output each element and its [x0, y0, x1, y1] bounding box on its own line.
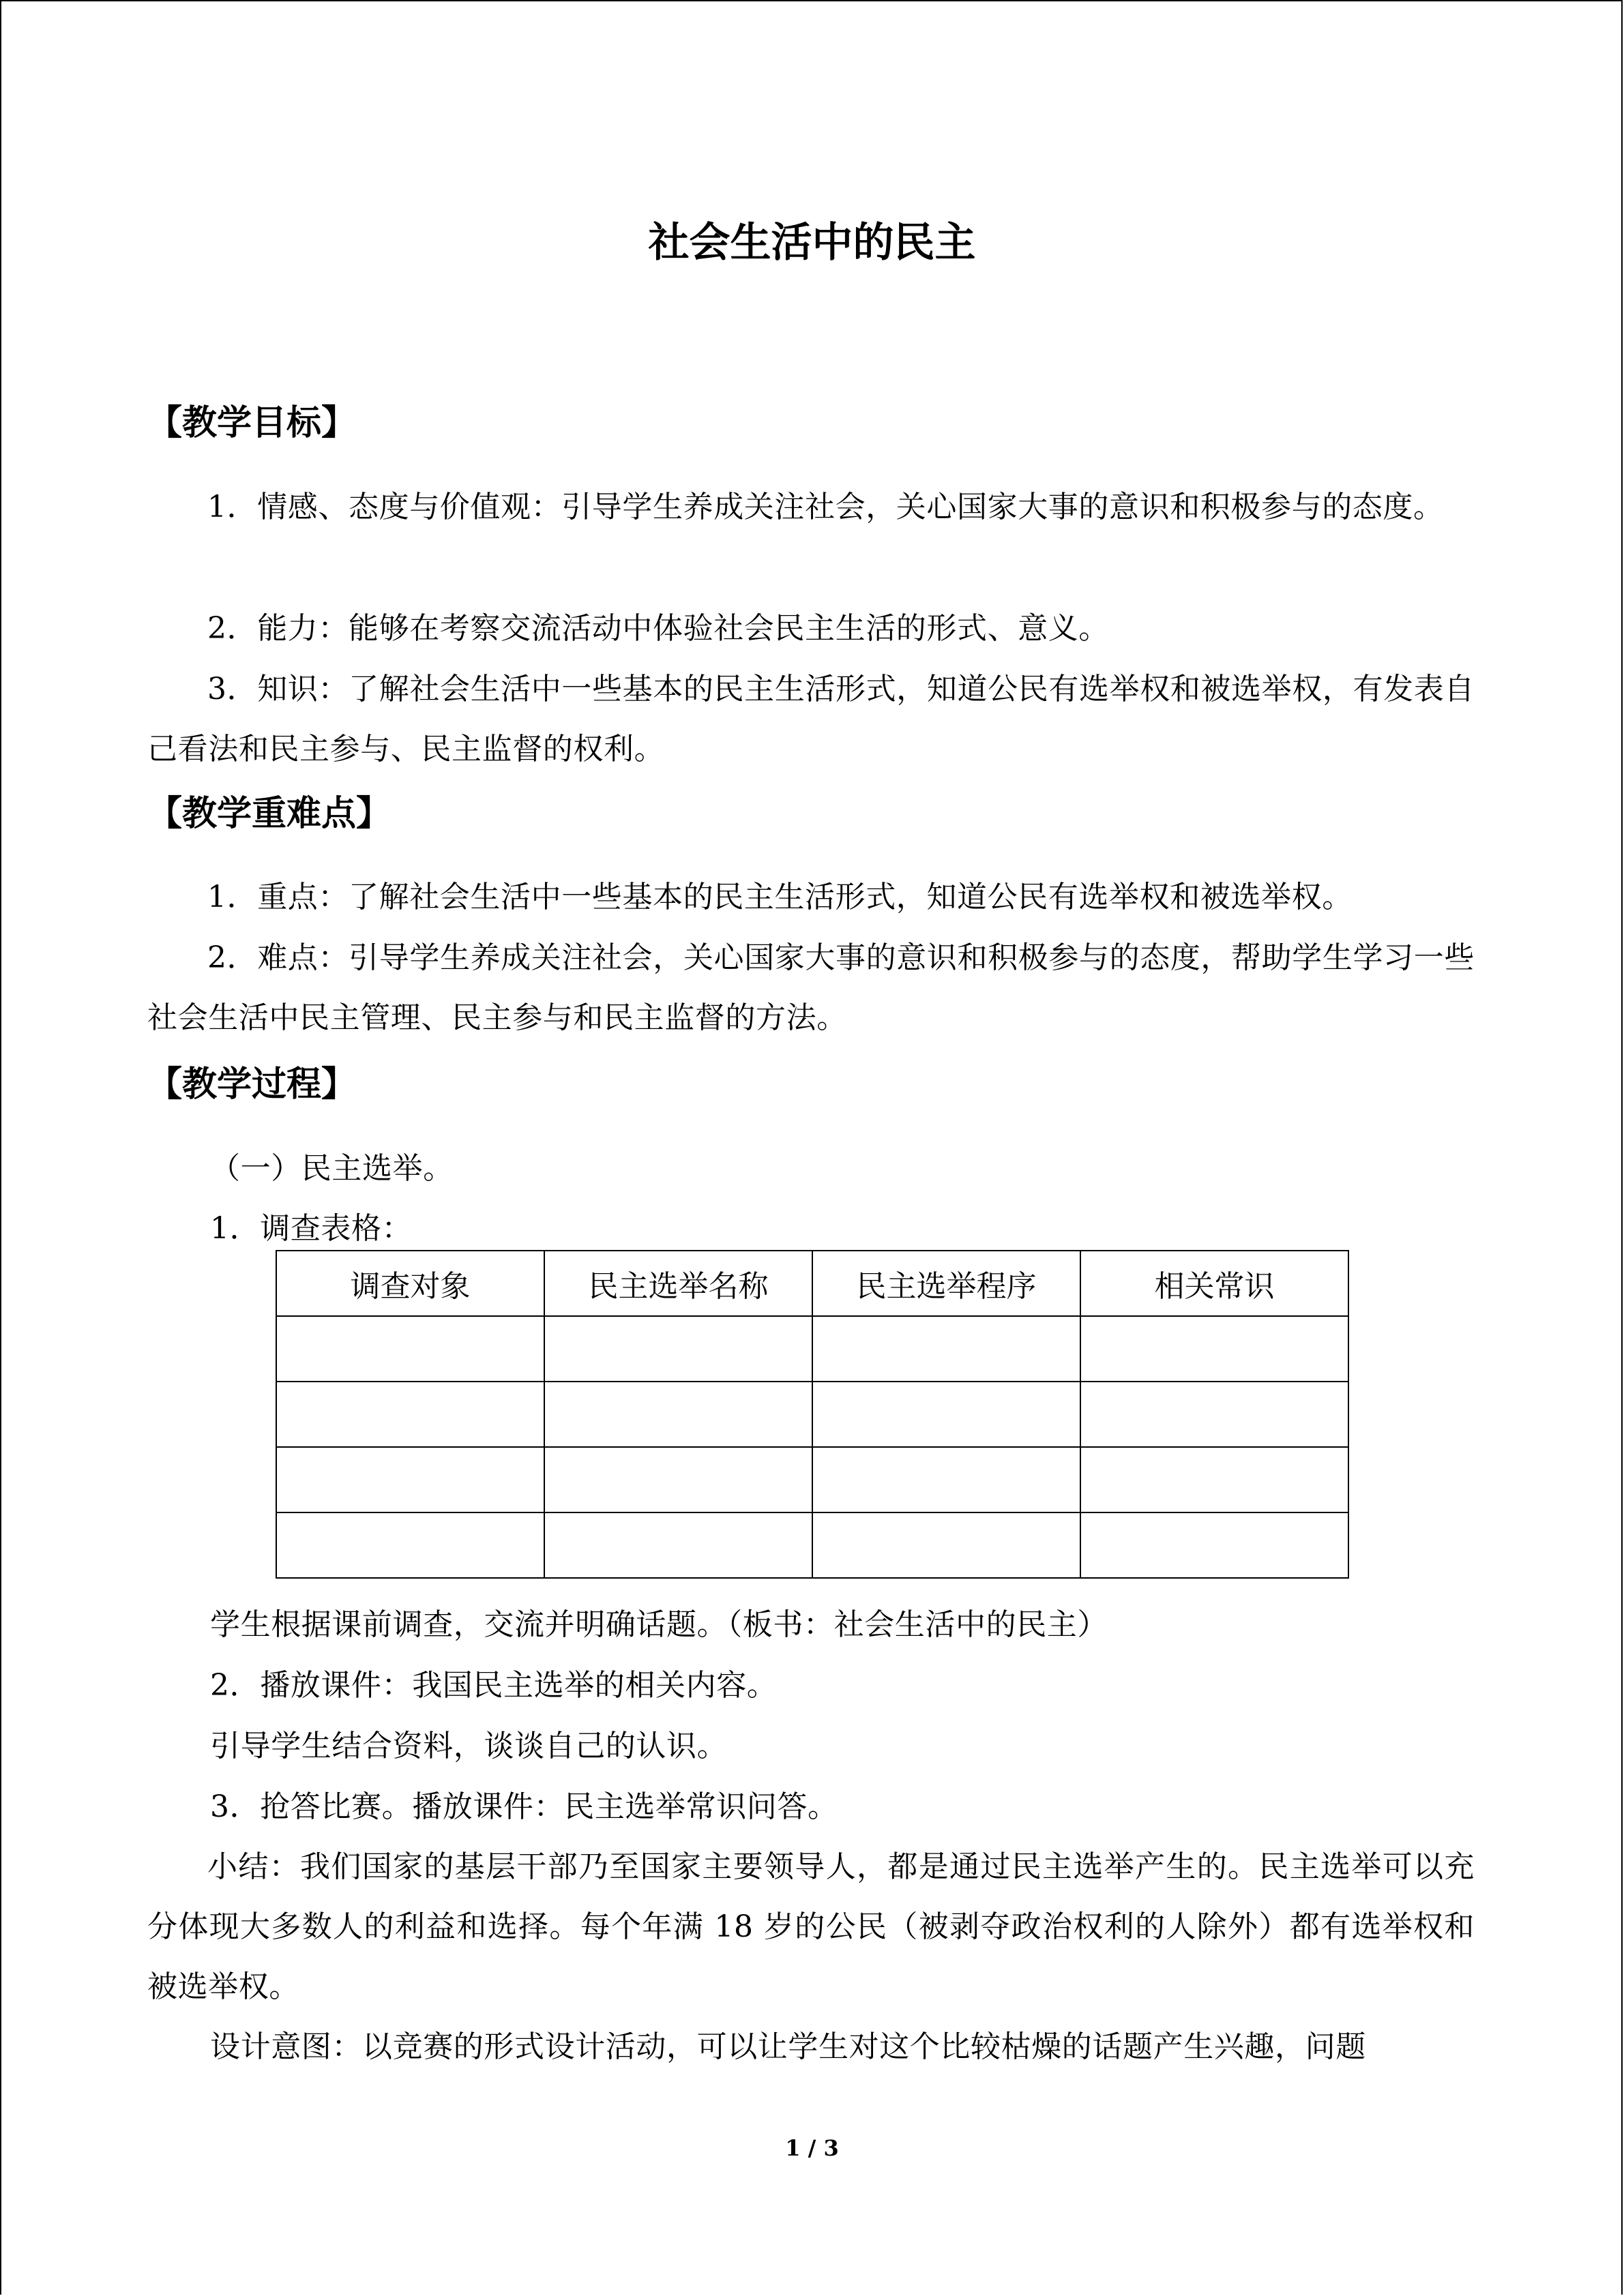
table-cell — [544, 1316, 812, 1382]
process-step-two: 2．播放课件：我国民主选举的相关内容。 — [210, 1668, 778, 1703]
survey-table — [276, 1250, 1349, 1579]
table-cell — [544, 1512, 812, 1578]
section-heading-objectives: 【教学目标】 — [147, 402, 357, 443]
table-cell — [276, 1447, 544, 1512]
table-row — [276, 1447, 1348, 1512]
table-cell — [544, 1382, 812, 1447]
design-intent-text: 设计意图：以竞赛的形式设计活动，可以让学生对这个比较枯燥的话题产生兴趣，问题 — [210, 2029, 1366, 2064]
table-cell — [812, 1382, 1080, 1447]
table-header-cell: 民主选举程序 — [812, 1251, 1080, 1316]
summary-text: 小结：我们国家的基层干部乃至国家主要领导人，都是通过民主选举产生的。民主选举可以充分体现大多数人的利益和选择。每个年满 18 岁的公民（被剥夺政治权利的人除外）都有选举权和被选举权。 — [147, 1849, 1475, 2004]
process-part-one: （一）民主选举。 — [210, 1151, 454, 1186]
table-row — [276, 1512, 1348, 1578]
table-cell — [276, 1512, 544, 1578]
table-cell — [1080, 1512, 1348, 1578]
section-heading-key-points: 【教学重难点】 — [147, 793, 392, 834]
table-cell — [276, 1316, 544, 1382]
table-row — [276, 1316, 1348, 1382]
table-header-cell: 民主选举名称 — [544, 1251, 812, 1316]
table-cell — [1080, 1382, 1348, 1447]
table-header-cell: 调查对象 — [276, 1251, 544, 1316]
table-cell — [1080, 1316, 1348, 1382]
table-cell — [544, 1447, 812, 1512]
objective-item: 1．情感、态度与价值观：引导学生养成关注社会，关心国家大事的意识和积极参与的态度。 — [207, 490, 1444, 524]
objective-item: 2．能力：能够在考察交流活动中体验社会民主生活的形式、意义。 — [207, 611, 1109, 646]
table-cell — [276, 1382, 544, 1447]
table-header-row — [276, 1251, 1348, 1316]
process-step-three: 3．抢答比赛。播放课件：民主选举常识问答。 — [210, 1789, 838, 1824]
process-step-one: 1．调查表格： — [210, 1211, 413, 1246]
table-cell — [812, 1512, 1080, 1578]
guide-text: 引导学生结合资料，谈谈自己的认识。 — [210, 1729, 728, 1763]
table-row — [276, 1382, 1348, 1447]
key-point-item: 2．难点：引导学生养成关注社会，关心国家大事的意识和积极参与的态度，帮助学生学习一些社会生活中民主管理、民主参与和民主监督的方法。 — [147, 940, 1475, 1035]
objective-item: 3．知识：了解社会生活中一些基本的民主生活形式，知道公民有选举权和被选举权，有发表自己看法和民主参与、民主监督的权利。 — [147, 672, 1475, 766]
key-point-item: 1．重点：了解社会生活中一些基本的民主生活形式，知道公民有选举权和被选举权。 — [207, 880, 1353, 914]
document-title: 社会生活中的民主 — [648, 219, 976, 267]
section-heading-process: 【教学过程】 — [147, 1064, 357, 1105]
page-number: 1 / 3 — [785, 2135, 839, 2161]
table-header-cell: 相关常识 — [1080, 1251, 1348, 1316]
table-cell — [1080, 1447, 1348, 1512]
table-cell — [812, 1447, 1080, 1512]
table-cell — [812, 1316, 1080, 1382]
after-table-text: 学生根据课前调查，交流并明确话题。（板书：社会生活中的民主） — [210, 1607, 1108, 1642]
